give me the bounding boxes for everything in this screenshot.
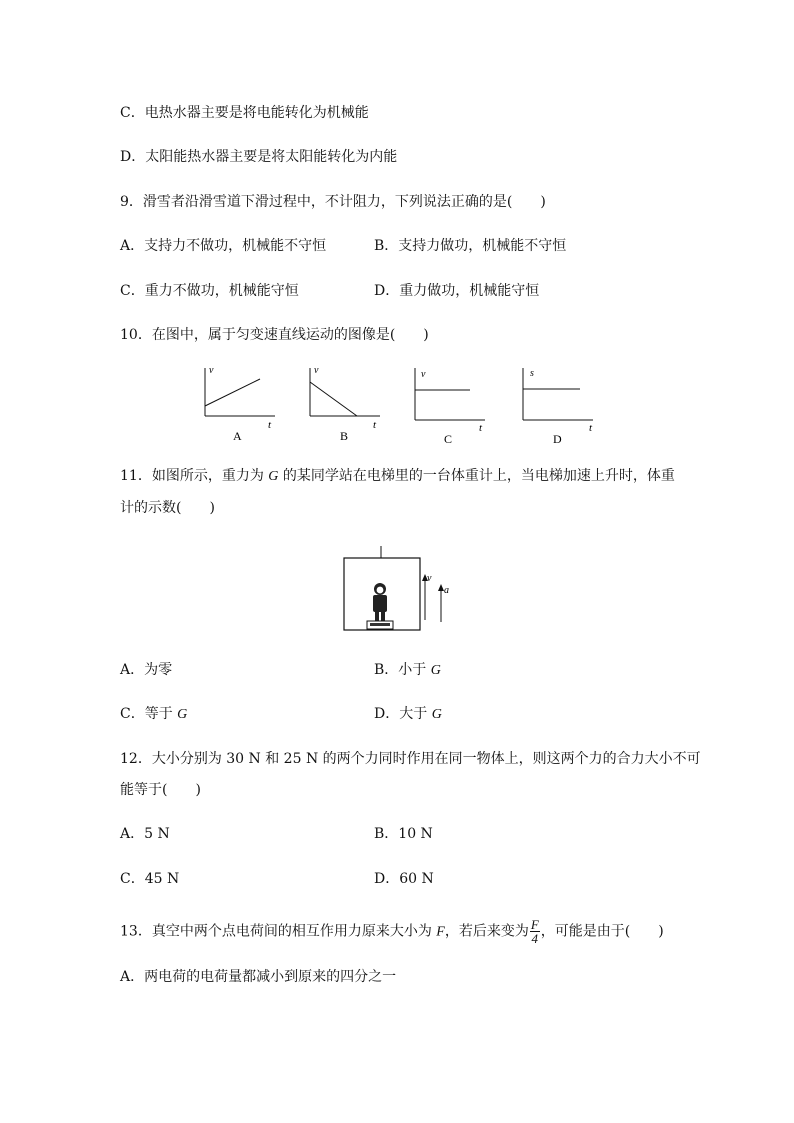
graph-a bbox=[205, 365, 275, 443]
q11-option-c: C．等于 G bbox=[120, 706, 188, 722]
q10-stem: 10．在图中，属于匀变速直线运动的图像是( ) bbox=[120, 327, 429, 343]
q11-stem-line2: 计的示数( ) bbox=[120, 500, 215, 516]
q11-stem-line1: 11．如图所示，重力为 G 的某同学站在电梯里的一台体重计上，当电梯加速上升时，体重 bbox=[120, 468, 675, 484]
q13-stem: 13．真空中两个点电荷间的相互作用力原来大小为 F，若后来变为 $\frac{F}{4}$ ，可能是由于( ) bbox=[120, 917, 664, 946]
graph-d-ylabel: s bbox=[530, 368, 534, 379]
graph-c-xlabel: t bbox=[479, 422, 483, 434]
fraction-f-over-4: $\frac{F}{4}$ bbox=[530, 917, 539, 946]
graph-c bbox=[415, 368, 485, 446]
graph-b-xlabel: t bbox=[373, 419, 377, 431]
q12-option-b: B．10 N bbox=[374, 826, 433, 842]
q10-graphs-figure bbox=[195, 362, 605, 450]
graph-b-line bbox=[310, 382, 357, 416]
graph-d-xlabel: t bbox=[589, 422, 593, 434]
q12-option-c: C．45 N bbox=[120, 871, 180, 887]
q9-stem: 9．滑雪者沿滑雪道下滑过程中，不计阻力，下列说法正确的是( ) bbox=[120, 194, 546, 210]
graph-c-ylabel: v bbox=[421, 369, 426, 380]
q9-option-d: D．重力做功，机械能守恒 bbox=[374, 283, 540, 299]
graph-b bbox=[310, 365, 380, 443]
graph-a-label: A bbox=[233, 429, 242, 443]
q12-option-a: A．5 N bbox=[120, 826, 170, 842]
q12-stem-line2: 能等于( ) bbox=[120, 782, 201, 798]
graph-a-xlabel: t bbox=[268, 419, 272, 431]
graph-a-line bbox=[205, 379, 260, 406]
graph-d bbox=[523, 368, 593, 446]
q12-option-d: D．60 N bbox=[374, 871, 434, 887]
acceleration-label: a bbox=[444, 585, 449, 596]
graph-c-label: C bbox=[444, 432, 453, 446]
velocity-label: v bbox=[427, 573, 432, 584]
q13-option-a: A．两电荷的电荷量都减小到原来的四分之一 bbox=[120, 969, 397, 985]
q11-option-d: D．大于 G bbox=[374, 706, 442, 722]
graph-d-label: D bbox=[553, 432, 562, 446]
q8-option-c: C．电热水器主要是将电能转化为机械能 bbox=[120, 105, 369, 121]
graph-b-ylabel: v bbox=[314, 365, 319, 376]
q12-stem-line1: 12．大小分别为 30 N 和 25 N 的两个力同时作用在同一物体上，则这两个力的合力大小不可 bbox=[120, 751, 701, 767]
q9-option-c: C．重力不做功，机械能守恒 bbox=[120, 283, 299, 299]
graph-a-ylabel: v bbox=[209, 365, 214, 376]
student-icon bbox=[373, 583, 387, 621]
q11-elevator-figure bbox=[340, 544, 460, 634]
q8-option-d: D．太阳能热水器主要是将太阳能转化为内能 bbox=[120, 149, 398, 165]
q9-option-b: B．支持力做功，机械能不守恒 bbox=[374, 238, 567, 254]
q9-option-a: A．支持力不做功，机械能不守恒 bbox=[120, 238, 327, 254]
graph-b-label: B bbox=[340, 429, 349, 443]
q11-option-a: A．为零 bbox=[120, 662, 173, 678]
q11-option-b: B．小于 G bbox=[374, 662, 441, 678]
